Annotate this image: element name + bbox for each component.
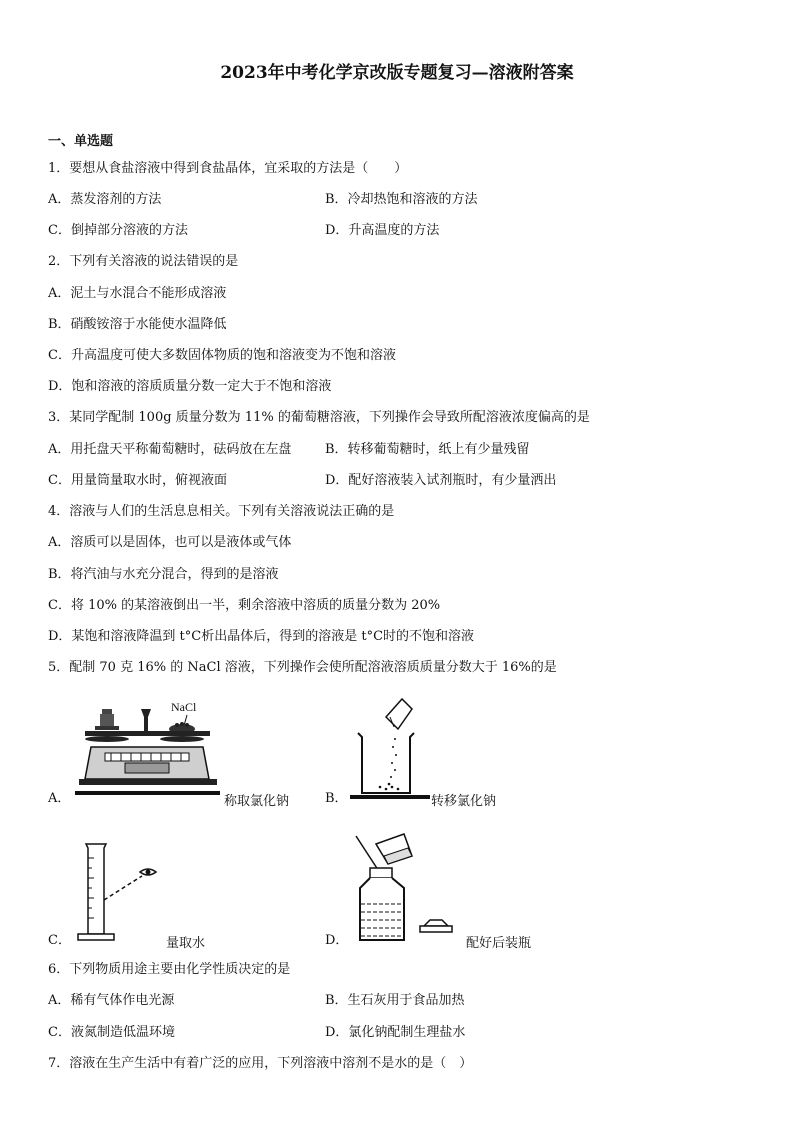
q3-stem: 3．某同学配制 100g 质量分数为 11% 的葡萄糖溶液，下列操作会导致所配溶液浓度偏高的是 <box>48 410 590 425</box>
balance-figure <box>75 695 220 803</box>
q3-option-a: A．用托盘天平称葡萄糖时，砝码放在左盘 <box>48 442 292 457</box>
q2-stem: 2．下列有关溶液的说法错误的是 <box>48 254 239 269</box>
q5-option-a-caption: 称取氯化钠 <box>224 794 290 809</box>
q4-option-c: C．将 10% 的某溶液倒出一半，剩余溶液中溶质的质量分数为 20% <box>48 598 441 613</box>
q1-option-d: D．升高温度的方法 <box>325 223 440 238</box>
page-title: 2023年中考化学京改版专题复习—溶液附答案 <box>220 63 574 83</box>
nacl-figure-label: NaCl <box>171 700 197 714</box>
q3-option-c: C．用量筒量取水时，俯视液面 <box>48 473 227 488</box>
q1-option-a: A．蒸发溶剂的方法 <box>48 192 162 207</box>
q5-option-d-label: D． <box>325 933 349 948</box>
q4-option-b: B．将汽油与水充分混合，得到的是溶液 <box>48 567 279 582</box>
q2-option-b: B．硝酸铵溶于水能使水温降低 <box>48 317 227 332</box>
q7-stem: 7．溶液在生产生活中有着广泛的应用，下列溶液中溶剂不是水的是（ ） <box>48 1056 473 1071</box>
q5-option-c-caption: 量取水 <box>166 936 206 951</box>
q2-option-c: C．升高温度可使大多数固体物质的饱和溶液变为不饱和溶液 <box>48 348 396 363</box>
q1-option-c: C．倒掉部分溶液的方法 <box>48 223 188 238</box>
q5-option-d-caption: 配好后装瓶 <box>466 936 532 951</box>
q1-option-b: B．冷却热饱和溶液的方法 <box>325 192 478 207</box>
q4-stem: 4．溶液与人们的生活息息相关。下列有关溶液说法正确的是 <box>48 504 395 519</box>
q1-stem: 1．要想从食盐溶液中得到食盐晶体，宜采取的方法是（ ） <box>48 161 408 176</box>
q5-option-b-caption: 转移氯化钠 <box>431 794 497 809</box>
reagent-bottle-figure <box>350 830 460 948</box>
q4-option-a: A．溶质可以是固体，也可以是液体或气体 <box>48 535 292 550</box>
q5-stem: 5．配制 70 克 16% 的 NaCl 溶液，下列操作会使所配溶液溶质质量分数大于 16%的是 <box>48 660 557 675</box>
cylinder-figure <box>72 838 162 946</box>
q6-option-b: B．生石灰用于食品加热 <box>325 993 465 1008</box>
q5-option-a-label: A． <box>48 791 71 806</box>
q5-option-b-label: B． <box>325 791 348 806</box>
q2-option-d: D．饱和溶液的溶质质量分数一定大于不饱和溶液 <box>48 379 332 394</box>
q3-option-d: D．配好溶液装入试剂瓶时，有少量洒出 <box>325 473 557 488</box>
q3-option-b: B．转移葡萄糖时，纸上有少量残留 <box>325 442 530 457</box>
q6-option-c: C．液氮制造低温环境 <box>48 1025 175 1040</box>
q5-option-c-label: C． <box>48 933 71 948</box>
beaker-transfer-figure <box>350 695 430 803</box>
q6-option-a: A．稀有气体作电光源 <box>48 993 175 1008</box>
q6-option-d: D．氯化钠配制生理盐水 <box>325 1025 466 1040</box>
section-heading: 一、单选题 <box>48 134 114 149</box>
q2-option-a: A．泥土与水混合不能形成溶液 <box>48 286 227 301</box>
q6-stem: 6．下列物质用途主要由化学性质决定的是 <box>48 962 291 977</box>
q4-option-d: D．某饱和溶液降温到 t°C析出晶体后，得到的溶液是 t°C时的不饱和溶液 <box>48 629 475 644</box>
